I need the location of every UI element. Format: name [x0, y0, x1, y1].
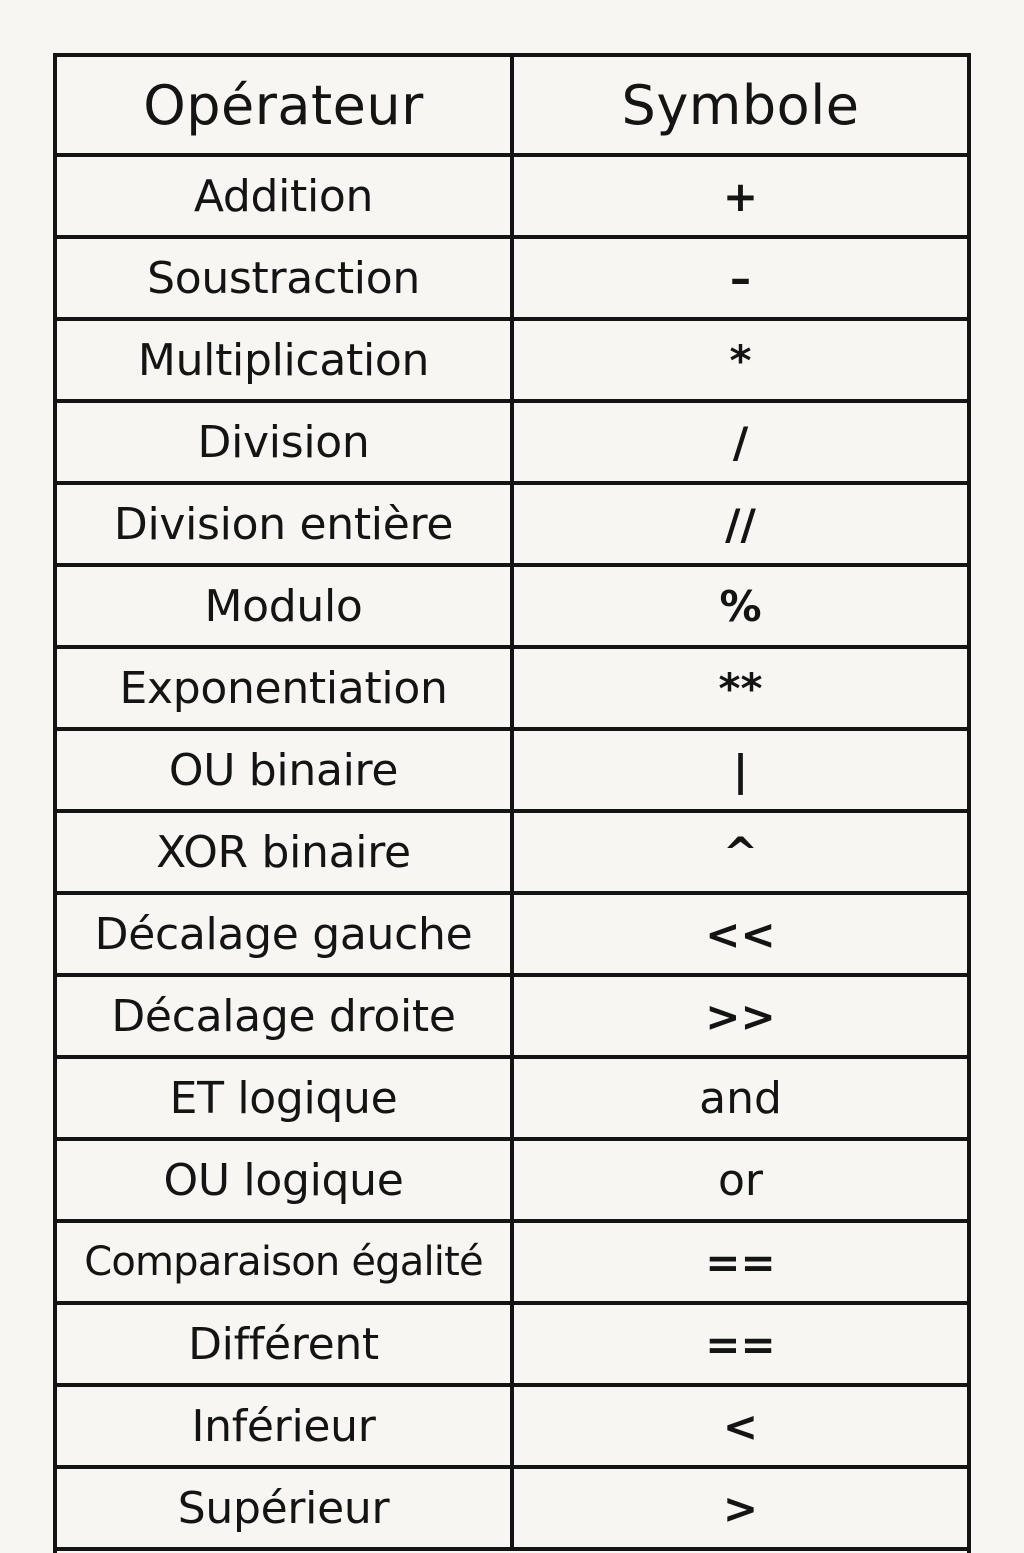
table-row [57, 893, 967, 975]
symbol-cell: * [512, 319, 967, 401]
symbol-cell: ^ [512, 811, 967, 893]
symbol-cell: | [512, 729, 967, 811]
operator-cell: Décalage gauche [57, 893, 512, 975]
symbol-cell: % [512, 565, 967, 647]
operator-cell: Division entière [57, 483, 512, 565]
operator-cell: Comparaison égalité [57, 1221, 512, 1303]
symbol-cell: == [512, 1303, 967, 1385]
table-row [57, 729, 967, 811]
symbol-cell: / [512, 401, 967, 483]
table-row [57, 565, 967, 647]
table-row [57, 1385, 967, 1467]
operator-cell: Exponentiation [57, 647, 512, 729]
table-row [57, 1303, 967, 1385]
table-row [57, 975, 967, 1057]
operator-cell: Décalage droite [57, 975, 512, 1057]
symbol-cell: + [512, 155, 967, 237]
operator-cell: Soustraction [57, 237, 512, 319]
table-row [57, 811, 967, 893]
symbol-cell: < [512, 1385, 967, 1467]
table-row [57, 1139, 967, 1221]
table-header-row [57, 57, 967, 155]
table-row [57, 1057, 967, 1139]
symbol-cell: == [512, 1221, 967, 1303]
table-row [57, 1221, 967, 1303]
symbol-cell: >> [512, 975, 967, 1057]
table-row [57, 1467, 967, 1549]
operators-table-container [53, 53, 971, 1553]
symbol-cell: or [512, 1139, 967, 1221]
symbol-cell: – [512, 237, 967, 319]
table-row [57, 237, 967, 319]
operator-cell: Multiplication [57, 319, 512, 401]
operator-cell: XOR binaire [57, 811, 512, 893]
symbol-cell: > [512, 1467, 967, 1549]
operator-cell: Addition [57, 155, 512, 237]
table-row [57, 155, 967, 237]
column-header-operator: Opérateur [57, 57, 512, 155]
operator-cell: OU logique [57, 1139, 512, 1221]
symbol-cell: and [512, 1057, 967, 1139]
table-row [57, 319, 967, 401]
operator-cell: Inférieur [57, 1385, 512, 1467]
operator-cell: ET logique [57, 1057, 512, 1139]
column-header-symbol: Symbole [512, 57, 967, 155]
operator-cell: Différent [57, 1303, 512, 1385]
operator-cell: Modulo [57, 565, 512, 647]
operators-table [57, 57, 967, 1551]
table-row [57, 483, 967, 565]
symbol-cell: ** [512, 647, 967, 729]
operator-cell: Division [57, 401, 512, 483]
table-row [57, 647, 967, 729]
operator-cell: OU binaire [57, 729, 512, 811]
operator-cell: Supérieur [57, 1467, 512, 1549]
symbol-cell: << [512, 893, 967, 975]
symbol-cell: // [512, 483, 967, 565]
table-row [57, 401, 967, 483]
